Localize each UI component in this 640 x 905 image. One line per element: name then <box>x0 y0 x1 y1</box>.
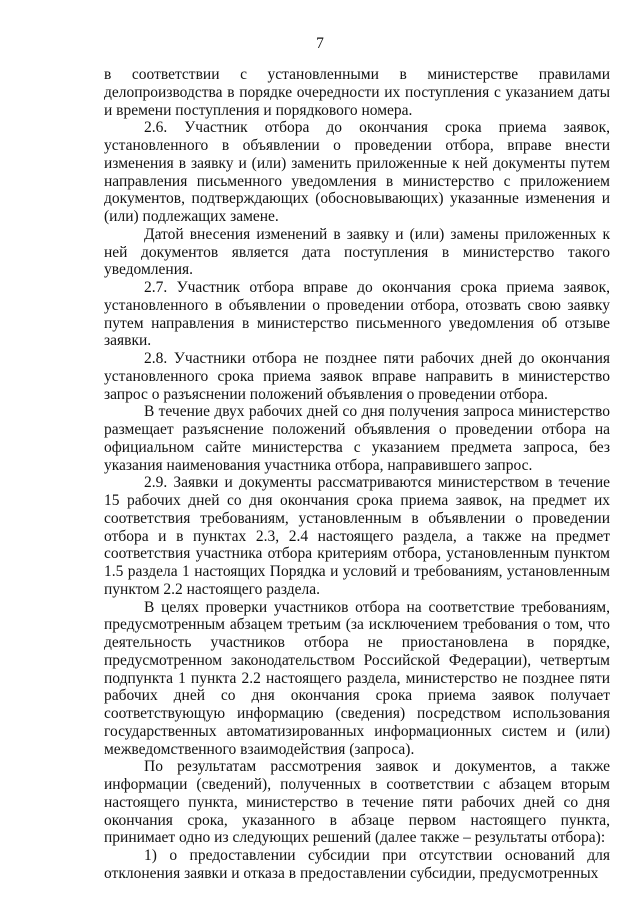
paragraph: По результатам рассмотрения заявок и документов, а также информации (сведений), полученных в соответствии с абзацем вторым настоящего пункта, министерство в течение пяти рабочих дней со дня окончания срока, указанного в абзаце первом настоящего пункта, принимает одно из следующих решений (далее также – результаты отбора): <box>104 758 610 847</box>
paragraph-2-7: 2.7. Участник отбора вправе до окончания срока приема заявок, установленного в объявлении о проведении отбора, отозвать свою заявку путем направления в министерство письменного уведомления об отзыве заявки. <box>104 279 610 350</box>
paragraph-item-1: 1) о предоставлении субсидии при отсутствии оснований для отклонения заявки и отказа в предоставлении субсидии, предусмотренных <box>104 847 610 882</box>
paragraph: В течение двух рабочих дней со дня получения запроса министерство размещает разъяснение положений объявления о проведении отбора на официальном сайте министерства с указанием предмета запроса, без указания наименования участника отбора, направившего запрос. <box>104 403 610 474</box>
paragraph-2-6: 2.6. Участник отбора до окончания срока приема заявок, установленного в объявлении о проведении отбора, вправе внести изменения в заявку и (или) заменить приложенные к ней документы путем направления письменного уведомления в министерство с приложением документов, подтверждающих (обосновывающих) указанные изменения и (или) подлежащих замене. <box>104 119 610 225</box>
paragraph-2-9: 2.9. Заявки и документы рассматриваются министерством в течение 15 рабочих дней со дня окончания срока приема заявок, на предмет их соответствия требованиям, установленным в объявлении о проведении отбора и в пунктах 2.3, 2.4 настоящего раздела, а также на предмет соответствия участника отбора критериям отбора, установленным пунктом 1.5 раздела 1 настоящих Порядка и условий и требованиям, установленным пунктом 2.2 настоящего раздела. <box>104 474 610 598</box>
paragraph: Датой внесения изменений в заявку и (или) замены приложенных к ней документов является дата поступления в министерство такого уведомления. <box>104 225 610 279</box>
paragraph: в соответствии с установленными в министерстве правилами делопроизводства в порядке очередности их поступления с указанием даты и времени поступления и порядкового номера. <box>104 66 610 119</box>
paragraph: В целях проверки участников отбора на соответствие требованиям, предусмотренным абзацем третьим (за исключением требования о том, что деятельность участников отбора не приостановлена в порядке, предусмотренном законодательством Российской Федерации), четвертым подпункта 1 пункта 2.2 настоящего раздела, министерство не позднее пяти рабочих дней со дня окончания срока приема заявок получает соответствующую информацию (сведения) посредством использования государственных автоматизированных информационных систем и (или) межведомственного взаимодействия (запроса). <box>104 598 610 758</box>
document-body <box>104 66 610 883</box>
page-number: 7 <box>316 35 324 52</box>
paragraph-2-8: 2.8. Участники отбора не позднее пяти рабочих дней до окончания установленного срока приема заявок вправе направить в министерство запрос о разъяснении положений объявления о проведении отбора. <box>104 350 610 403</box>
